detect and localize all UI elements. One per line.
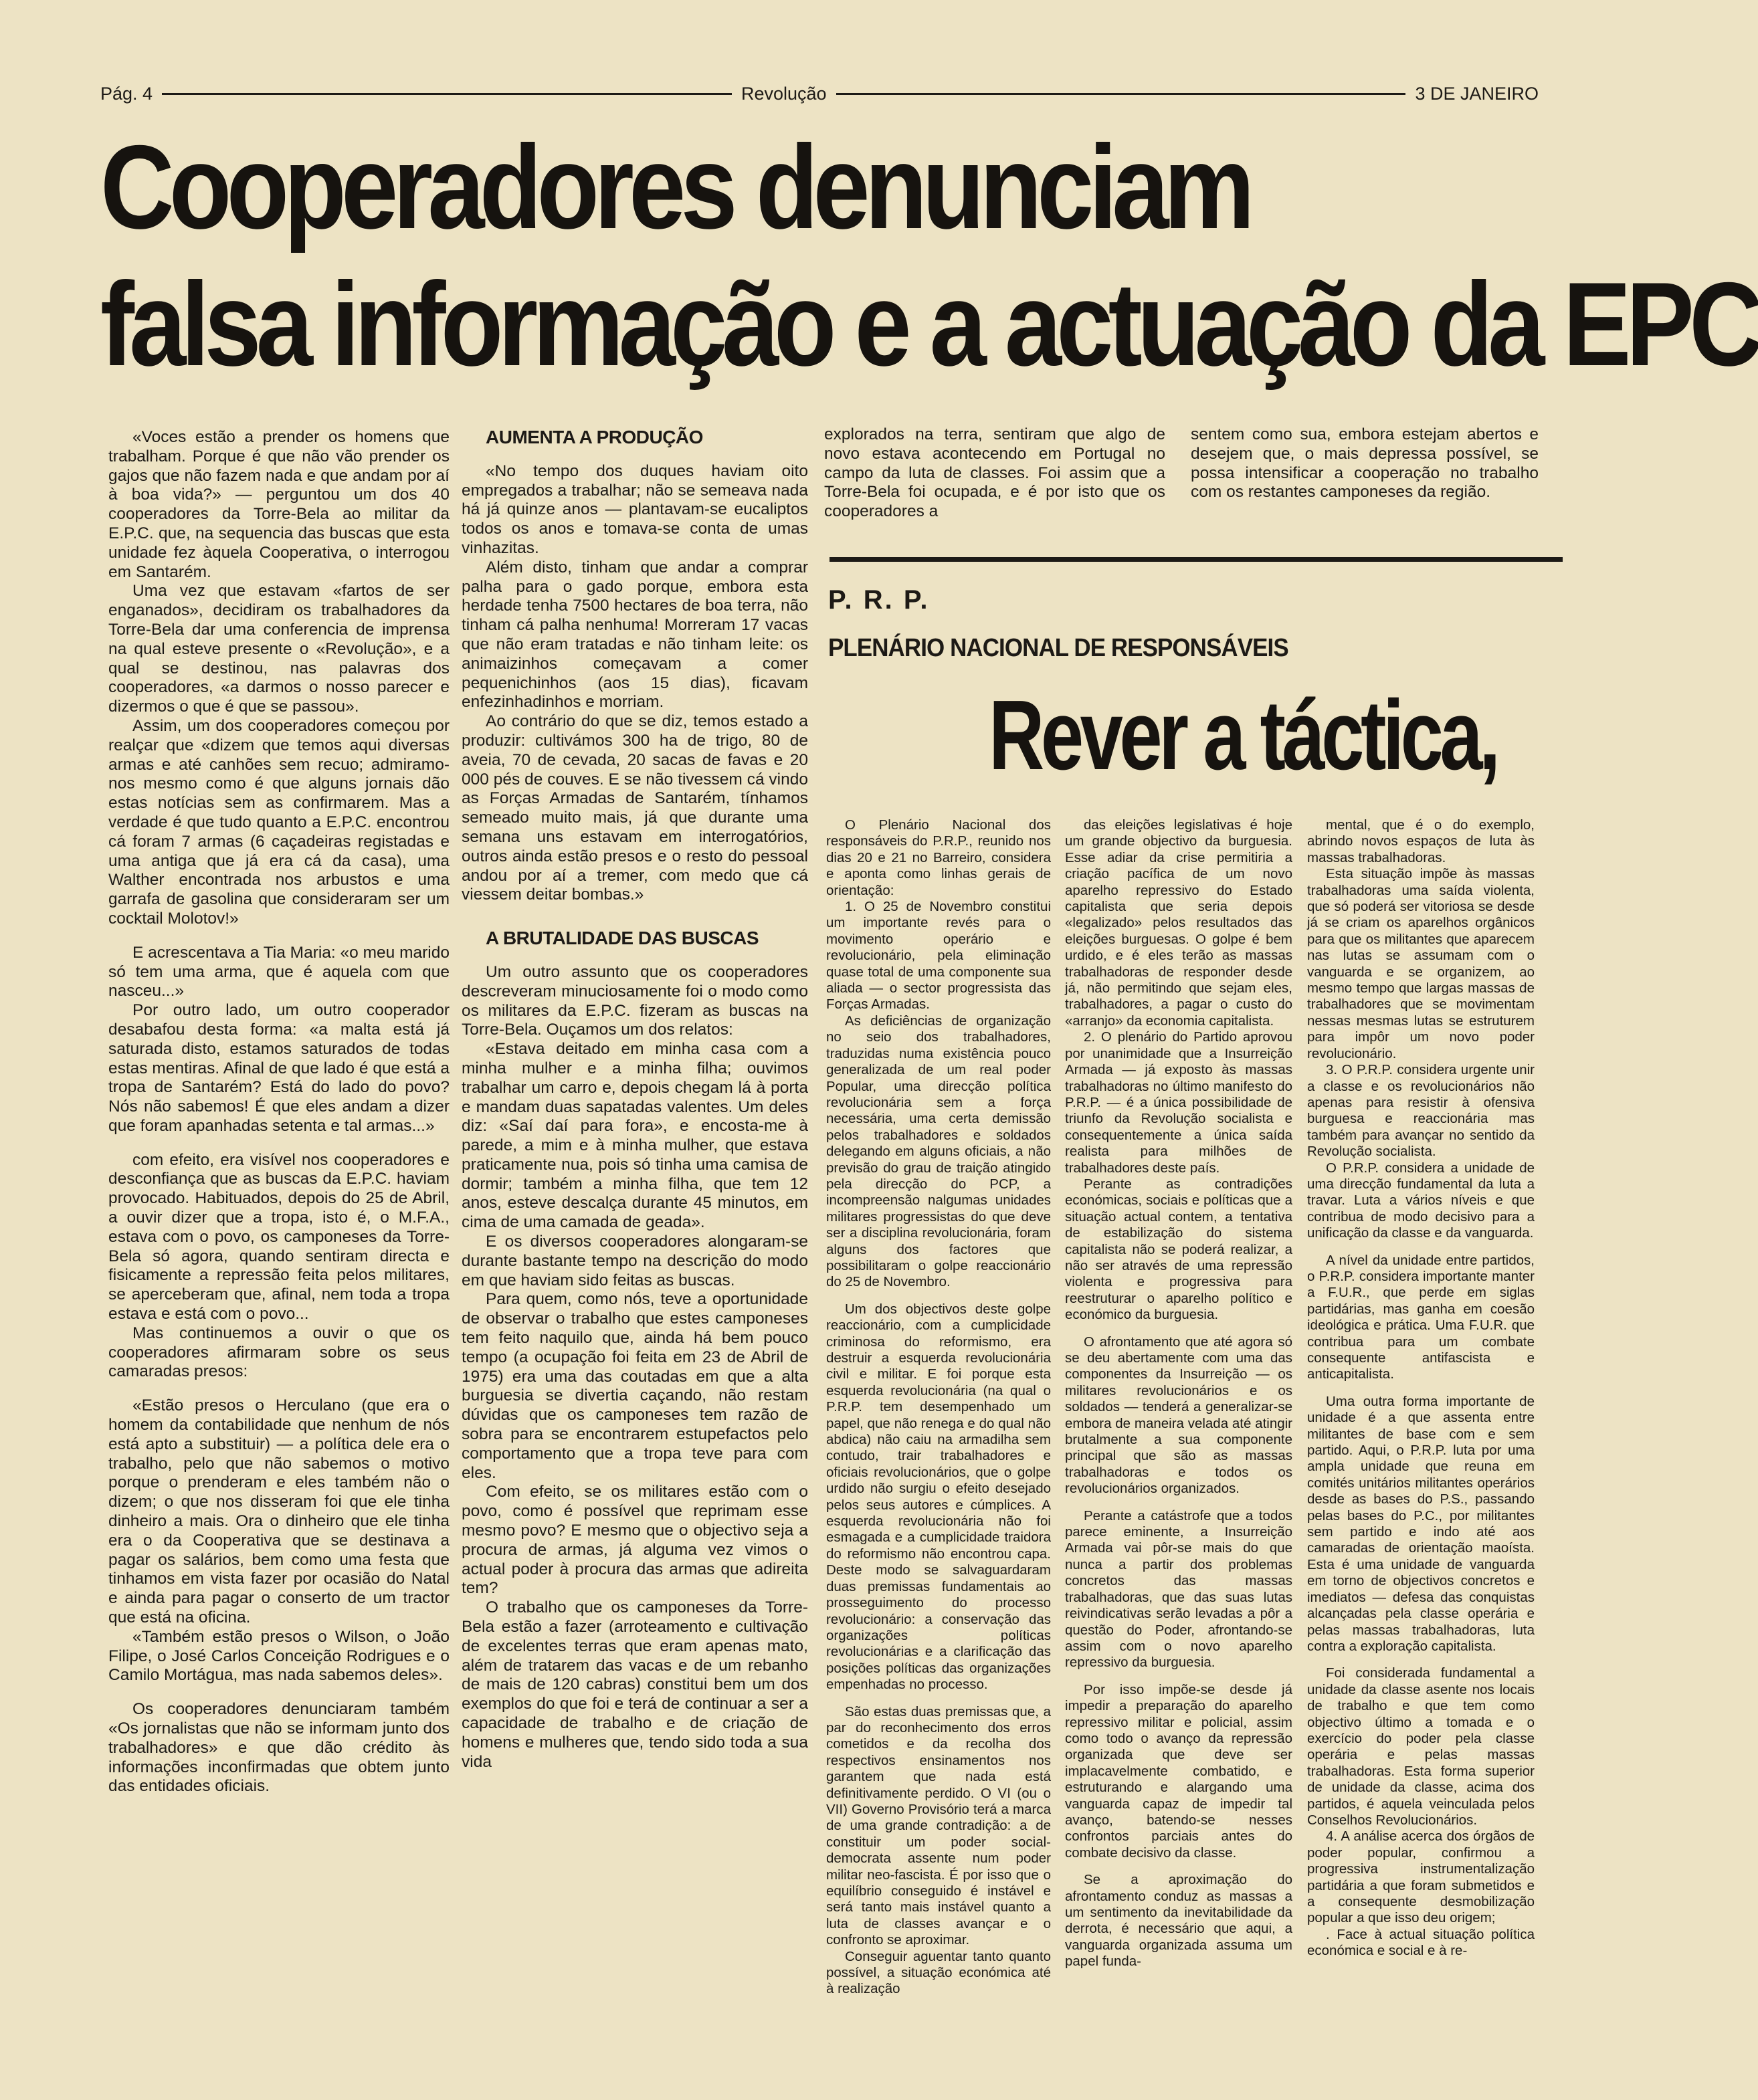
paragraph: das eleições legislativas é hoje um grande objectivo da burguesia. Esse adiar da crise permitiria a criação pacífica de um novo aparelho repressivo do Estado capitalista que seria depois «legalizado» pelos resultados das eleições burguesas. O golpe é bem urdido, e é eles terão as massas trabalhadoras de responder desde já, não permitindo que sejam eles, trabalhadores, a pagar o custo do «arranjo» da economia capitalista.	[1065, 817, 1292, 1029]
paragraph: 2. O plenário do Partido aprovou por unanimidade que a Insurreição Armada — já exposto às massas trabalhadoras no último manifesto do P.R.P. — é a única possibilidade de triunfo da Revolução socialista e consequentemente a única saída realista para milhões de trabalhadores deste país.	[1065, 1029, 1292, 1176]
paragraph: «Estão presos o Herculano (que era o homem da contabilidade que nenhum de nós está apto a substituir) — a política dele era o trabalho, pelo que não sabemos o motivo porque o prenderam e eles também não o dizem; o que nos disseram foi que ele tinha dinheiro a mais. Ora o dinheiro que ele tinha era o da Cooperativa que se destinava a pagar os salários, bem como uma festa que tinhamos em vista fazer por ocasião do Natal e ainda para pagar o conserto de um tractor que está na oficina.	[108, 1396, 450, 1627]
paragraph: O Plenário Nacional dos responsáveis do P.R.P., reunido nos dias 20 e 21 no Barreiro, considera e aponta como linhas gerais de orientação:	[826, 817, 1051, 898]
paragraph: Uma outra forma importante de unidade é a que assenta entre militantes de base com e sem partido. Aqui, o P.R.P. luta por uma ampla unidade que reuna em comités unitários militantes operários desde as bases do P.S., passando pelas bases do P.C., por militantes sem partido e indo até aos camaradas de orientação maoísta. Esta é uma unidade de vanguarda em torno de objectivos concretos e imediatos — defesa das conquistas alcançadas pela classe operária e pelas massas trabalhadoras, luta contra a exploração capitalista.	[1307, 1393, 1535, 1654]
paragraph: Perante as contradições económicas, sociais e políticas que a situação actual contem, a tentativa de estabilização do sistema capitalista não se poderá realizar, a não ser através de uma repressão violenta e progressiva para reestruturar o aparelho político e económico da burguesia.	[1065, 1176, 1292, 1323]
paragraph: Por outro lado, um outro cooperador desabafou desta forma: «a malta está já saturada disto, estamos saturados de todas estas mentiras. Afinal de que lado é que está a tropa de Santarém? Está do lado do povo? Nós não sabemos! É que eles andam a dizer que foram apanhadas setenta e tal armas...»	[108, 1001, 450, 1135]
paragraph: «No tempo dos duques haviam oito empregados a trabalhar; não se semeava nada há já quinze anos — plantavam-se eucaliptos todos os anos e tomava-se conta de umas vinhazitas.	[462, 461, 808, 557]
paragraph: As deficiências de organização no seio dos trabalhadores, traduzidas numa existência pouco generalizada de um real poder Popular, uma direcção política revolucionária sem a força necessária, uma certa demissão pelos trabalhadores e soldados delegando em alguns oficiais, a não previsão do grau de traição atingido pela direcção do PCP, a incompreensão nalgumas unidades militares progressistas do que deve ser a disciplina revolucionária, foram alguns dos factores que possibilitaram o golpe reaccionário do 25 de Novembro.	[826, 1013, 1051, 1290]
paragraph: Conseguir aguentar tanto quanto possível, a situação económica até à realização	[826, 1948, 1051, 1997]
paragraph: E os diversos cooperadores alongaram-se durante bastante tempo na descrição do modo em que haviam sido feitas as buscas.	[462, 1233, 808, 1289]
paragraph: O afrontamento que até agora só se deu abertamente com uma das componentes da Insurreição — os militares revolucionários e os soldados — tenderá a generalizar-se embora de maneira velada até atingir brutalmente a sua componente principal que são as massas trabalhadoras e todos os revolucionários organizados.	[1065, 1334, 1292, 1497]
folio-rule-right	[836, 93, 1406, 95]
headline-line-1: Cooperadores denunciam	[100, 120, 1250, 253]
issue-date: 3 DE JANEIRO	[1415, 83, 1539, 104]
paragraph: Assim, um dos cooperadores começou por realçar que «dizem que temos aqui diversas armas e até canhões sem recuo; admiramo-nos mesmo como é que alguns jornais dão estas notícias sem as confirmarem. Mas a verdade é que tudo quanto a E.P.C. encontrou cá foram 7 armas (6 caçadeiras registadas e uma antiga que já era cá da casa), uma Walther encontrada nos arbustos e uma garrafa de gasolina que consideraram ser um cocktail Molotov!»	[108, 716, 450, 928]
paragraph: Para quem, como nós, teve a oportunidade de observar o trabalho que estes camponeses tem feito naquilo que, ainda há bem pouco tempo (a ocupação foi feita em 23 de Abril de 1975) era uma das coutadas em que a alta burguesia se divertia caçando, não restam dúvidas que os camponeses tem razão de sobra para se encontrarem estupefactos pelo comportamento que a tropa teve para com eles.	[462, 1290, 808, 1482]
paragraph: 1. O 25 de Novembro constitui um importante revés para o movimento operário e revolucionário, pela eliminação quase total de uma componente sua aliada — o sector progressista das Forças Armadas.	[826, 899, 1051, 1013]
prp-column-1	[826, 817, 1051, 1998]
page-folio	[100, 79, 1539, 108]
paragraph: Por isso impõe-se desde já impedir a preparação do aparelho repressivo militar e policial, assim como todo o avanço da repressão organizada que deve ser implacavelmente combatido, e estruturando e alargando uma vanguarda capaz de impedir tal avanço, batendo-se nesses confrontos parciais antes do combate decisivo da classe.	[1065, 1681, 1292, 1861]
article-column-1	[108, 428, 450, 1796]
paragraph: «Estava deitado em minha casa com a minha mulher e a minha filha; ouvimos trabalhar um carro e, depois chegam lá à porta e mandam duas sapatadas valentes. Um deles diz: «Saí daí para fora», e encosta-me à parede, a mim e à minha mulher, que estava praticamente nua, pois só tinha uma camisa de dormir; também a minha filha, que tem 12 anos, esteve descalça durante 45 minutos, em cima de uma camada de geada».	[462, 1040, 808, 1232]
paragraph: . Face à actual situação política económica e social e à re-	[1307, 1926, 1535, 1959]
paragraph: Com efeito, se os militares estão com o povo, como é possível que reprimam esse mesmo povo? E mesmo que o objectivo seja a procura de armas, já alguma vez vimos o actual poder à procura das armas que adireita tem?	[462, 1483, 808, 1598]
paragraph: com efeito, era visível nos cooperadores e desconfiança que as buscas da E.P.C. haviam provocado. Habituados, depois do 25 de Abril, a ouvir dizer que a tropa, isto é, o M.F.A., estava com o povo, os camponeses da Torre-Bela só agora, quando sentiram directa e fisicamente a repressão feita pelos militares, se aperceberam que, afinal, nem toda a tropa estava e está com o povo...	[108, 1150, 450, 1324]
paragraph: Ao contrário do que se diz, temos estado a produzir: cultivámos 300 ha de trigo, 80 de aveia, 70 de cevada, 20 sacas de favas e 20 000 pés de couves. E se não tivessem cá vindo as Forças Armadas de Santarém, tínhamos semeado muito mais, já que durante uma semana uns estavam em interrogatórios, outros ainda estão presos e o resto do pessoal andou por aí a tremer, com medo que cá viessem deitar bombas.»	[462, 712, 808, 904]
article-column-4	[1191, 425, 1539, 502]
page-number: Pág. 4	[100, 83, 153, 104]
subhead-aumenta-producao: AUMENTA A PRODUÇÃO	[486, 427, 703, 447]
paragraph: Um dos objectivos deste golpe reaccionário, com a cumplicidade criminosa do reformismo, era destruir a esquerda revolucionária civil e militar. E foi porque esta esquerda revolucionária (na qual o P.R.P. tem desempenhado um papel, que não renega e do qual não abdica) não caiu na armadilha sem contudo, trair trabalhadores e oficiais revolucionários, que o golpe urdido não surgiu o efeito desejado pelos seus autores e cúmplices. A esquerda revolucionária não foi esmagada e a cumplicidade traidora do reformismo não encontrou capa. Deste modo se salvaguardaram duas premissas fundamentais ao prosseguimento do processo revolucionário: a conservação das organizações políticas revolucionárias e a clarificação das posições políticas das organizações empenhadas no processo.	[826, 1301, 1051, 1693]
paragraph: A nível da unidade entre partidos, o P.R.P. considera importante manter a F.U.R., que perde em siglas partidárias, mas ganha em coesão ideológica e prática. Uma F.U.R. que contribua para um combate consequente antifascista e anticapitalista.	[1307, 1252, 1535, 1382]
newspaper-name: Revolução	[741, 83, 827, 104]
prp-label: P. R. P.	[828, 585, 930, 615]
paragraph: Esta situação impõe às massas trabalhadoras uma saída violenta, que só poderá ser vitoriosa se desde já se criam os aparelhos orgânicos para que os militantes que aparecem nas lutas se assumam com o vanguarda e se organizem, ao mesmo tempo que largas massas de trabalhadores que se movimentam nessas mesmas lutas se estruturem para impôr um novo poder revolucionário.	[1307, 866, 1535, 1061]
paragraph: Um outro assunto que os cooperadores descreveram minuciosamente foi o modo como os militares da E.P.C. fizeram as buscas na Torre-Bela. Ouçamos um dos relatos:	[462, 962, 808, 1039]
paragraph: O trabalho que os camponeses da Torre-Bela estão a fazer (arroteamento e cultivação de excelentes terras que eram apenas mato, além de tratarem das vacas e de um rebanho de mais de 120 cabras) constitui bem um dos exemplos do que foi e terá de continuar a ser a capacidade de trabalho e de criação de homens e mulheres que, tendo sido toda a sua vida	[462, 1598, 808, 1771]
prp-headline: Rever a táctica,	[989, 680, 1497, 791]
prp-subtitle: PLENÁRIO NACIONAL DE RESPONSÁVEIS	[828, 634, 1288, 662]
paragraph: Foi considerada fundamental a unidade da classe asente nos locais de trabalho e que tem como objectivo último a tomada e o exercício do poder pela classe operária e pelas massas trabalhadoras. Esta forma superior de unidade da classe, acima dos partidos, é aquela veinculada pelos Conselhos Revolucionários.	[1307, 1665, 1535, 1828]
paragraph: Além disto, tinham que andar a comprar palha para o gado porque, embora esta herdade tenha 7500 hectares de boa terra, não tinham cá palha nenhuma! Morreram 17 vacas que não eram tratadas e não tinham leite: os animaizinhos começavam a comer pequenichinhos (aos 15 dias), ficavam enfezinhadinhos e morriam.	[462, 558, 808, 712]
subhead-brutalidade-buscas: A BRUTALIDADE DAS BUSCAS	[486, 928, 759, 949]
prp-column-3	[1307, 817, 1535, 1960]
paragraph: 4. A análise acerca dos órgãos de poder popular, confirmou a progressiva instrumentalização partidária a que foram submetidos e a consequente desmobilização popular a que isso deu origem;	[1307, 1828, 1535, 1926]
article-column-2	[462, 428, 808, 1772]
paragraph: Mas continuemos a ouvir o que os cooperadores afirmaram sobre os seus camaradas presos:	[108, 1324, 450, 1381]
section-divider	[829, 557, 1563, 562]
paragraph: explorados na terra, sentiram que algo de novo estava acontecendo em Portugal no campo da luta de classes. Foi assim que a Torre-Bela foi ocupada, e é por isto que os cooperadores a	[824, 425, 1165, 521]
paragraph: Perante a catástrofe que a todos parece eminente, a Insurreição Armada vai pôr-se mais do que nunca a partir dos problemas concretos das massas trabalhadoras, que das suas lutas reivindicativas serão levadas a pôr a questão do Poder, afrontando-se assim com o novo aparelho repressivo da burguesia.	[1065, 1507, 1292, 1671]
paragraph: O P.R.P. considera a unidade de uma direcção fundamental da luta a travar. Luta a vários níveis e que contribua de modo decisivo para a unificação da classe e da vanguarda.	[1307, 1160, 1535, 1241]
paragraph: «Voces estão a prender os homens que trabalham. Porque é que não vão prender os gajos que não fazem nada e que andam por aí à boa vida?» — perguntou um dos 40 cooperadores da Torre-Bela ao militar da E.P.C. que, na sequencia das buscas que esta unidade fez àquela Cooperativa, o interrogou em Santarém.	[108, 428, 450, 581]
headline-line-2: falsa informação e a actuação da EPC	[100, 257, 1758, 391]
paragraph: São estas duas premissas que, a par do reconhecimento dos erros cometidos e da recolha dos respectivos ensinamentos nos garantem que nada está definitivamente perdido. O VI (ou o VII) Governo Provisório terá a marca de uma grande contradição: a de constituir um poder social-democrata assente num poder militar neo-fascista. É por isso que o equilíbrio conseguido é instável e será tanto mais instável quanto a luta de classes avançar e o confronto se aproximar.	[826, 1703, 1051, 1948]
prp-column-2	[1065, 817, 1292, 1970]
paragraph: «Também estão presos o Wilson, o João Filipe, o José Carlos Conceição Rodrigues e o Camilo Mortágua, mas nada sabemos deles».	[108, 1627, 450, 1685]
paragraph: E acrescentava a Tia Maria: «o meu marido só tem uma arma, que é aquela com que nasceu...»	[108, 943, 450, 1001]
folio-rule-left	[162, 93, 732, 95]
paragraph: sentem como sua, embora estejam abertos e desejem que, o mais depressa possível, se possa intensificar a cooperação no trabalho com os restantes camponeses da região.	[1191, 425, 1539, 502]
paragraph: mental, que é o do exemplo, abrindo novos espaços de luta às massas trabalhadoras.	[1307, 817, 1535, 865]
paragraph: Os cooperadores denunciaram também «Os jornalistas que não se informam junto dos trabalhadores» e que dão crédito às informações inconfirmadas que obtem junto das entidades oficiais.	[108, 1700, 450, 1796]
paragraph: 3. O P.R.P. considera urgente unir a classe e os revolucionários não apenas para resistir à ofensiva burguesa e reaccionária mas também para avançar no sentido da Revolução socialista.	[1307, 1062, 1535, 1160]
paragraph: Se a aproximação do afrontamento conduz as massas a um sentimento da inevitabilidade da derrota, é necessário que aqui, a vanguarda organizada assuma um papel funda-	[1065, 1872, 1292, 1970]
article-column-3	[824, 425, 1165, 522]
paragraph: Uma vez que estavam «fartos de ser enganados», decidiram os trabalhadores da Torre-Bela dar uma conferencia de imprensa na qual esteve presente o «Revolução», e a qual se destinou, nas palavras dos cooperadores, «a darmos o nosso parecer e dizermos o que é que se passou».	[108, 582, 450, 716]
